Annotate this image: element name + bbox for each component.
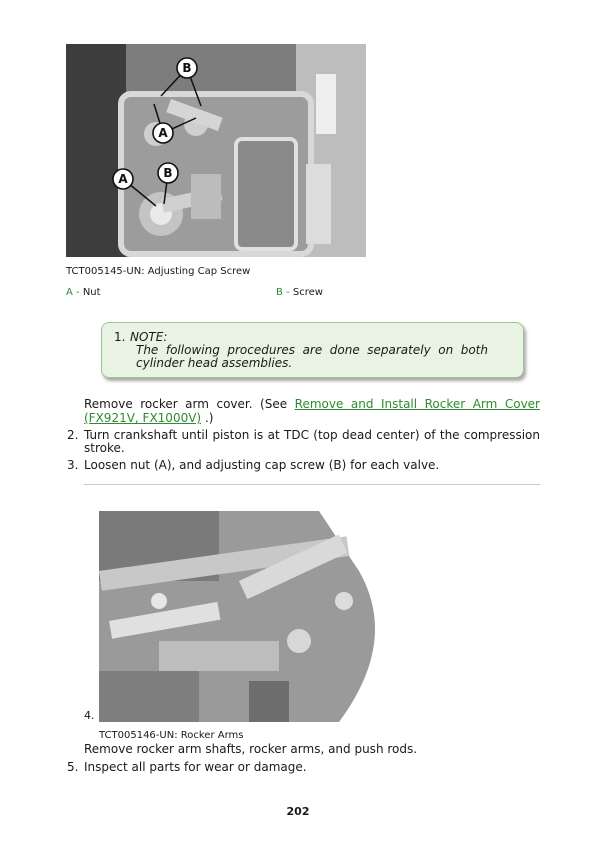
note-number: 1. <box>114 330 126 344</box>
page-number: 202 <box>286 805 310 818</box>
svg-text:A: A <box>158 126 168 140</box>
legend-item-b: B - Screw <box>276 287 323 298</box>
step3-text: Loosen nut (A), and adjusting cap screw (B) for each valve. <box>84 458 440 472</box>
step5-number: 5. <box>67 760 79 774</box>
rocker-arms-photo <box>99 511 399 722</box>
note-line-2: cylinder head assemblies. <box>136 356 293 370</box>
step5-text: Inspect all parts for wear or damage. <box>84 760 307 774</box>
note-label: NOTE: <box>130 330 168 344</box>
svg-text:B: B <box>182 61 192 75</box>
step2-line1: Turn crankshaft until piston is at TDC (top dead center) of the compression <box>84 428 540 442</box>
callout-b-top <box>177 58 197 78</box>
svg-text:A: A <box>118 172 128 186</box>
figure1-caption: TCT005145-UN: Adjusting Cap Screw <box>66 266 251 277</box>
legend-key: B <box>276 287 283 298</box>
callout-overlay <box>66 44 366 257</box>
legend-key: A <box>66 287 73 298</box>
svg-text:B: B <box>163 166 173 180</box>
step2-line2: stroke. <box>84 441 125 455</box>
step1-line2: (FX921V, FX1000V) .) <box>84 411 214 425</box>
callout-b-bottom <box>158 163 178 183</box>
rocker-arm-cover-link-models[interactable]: (FX921V, FX1000V) <box>84 411 202 425</box>
figure2-caption: TCT005146-UN: Rocker Arms <box>99 730 244 741</box>
step4-number: 4. <box>84 709 95 722</box>
step2-number: 2. <box>67 428 79 442</box>
divider <box>84 484 540 485</box>
step3-number: 3. <box>67 458 79 472</box>
callout-a-top <box>153 123 173 143</box>
step1-line1: Remove rocker arm cover. (See Remove and Install Rocker Arm Cover <box>84 397 540 411</box>
legend-text: Screw <box>292 287 323 298</box>
step4-text: Remove rocker arm shafts, rocker arms, and push rods. <box>84 742 418 756</box>
note-line-1: The following procedures are done separately on both <box>136 343 488 357</box>
legend-item-a: A - Nut <box>66 287 101 298</box>
rocker-arm-cover-link[interactable]: Remove and Install Rocker Arm Cover <box>294 397 540 411</box>
callout-a-bottom <box>113 169 133 189</box>
legend-text: Nut <box>82 287 101 298</box>
